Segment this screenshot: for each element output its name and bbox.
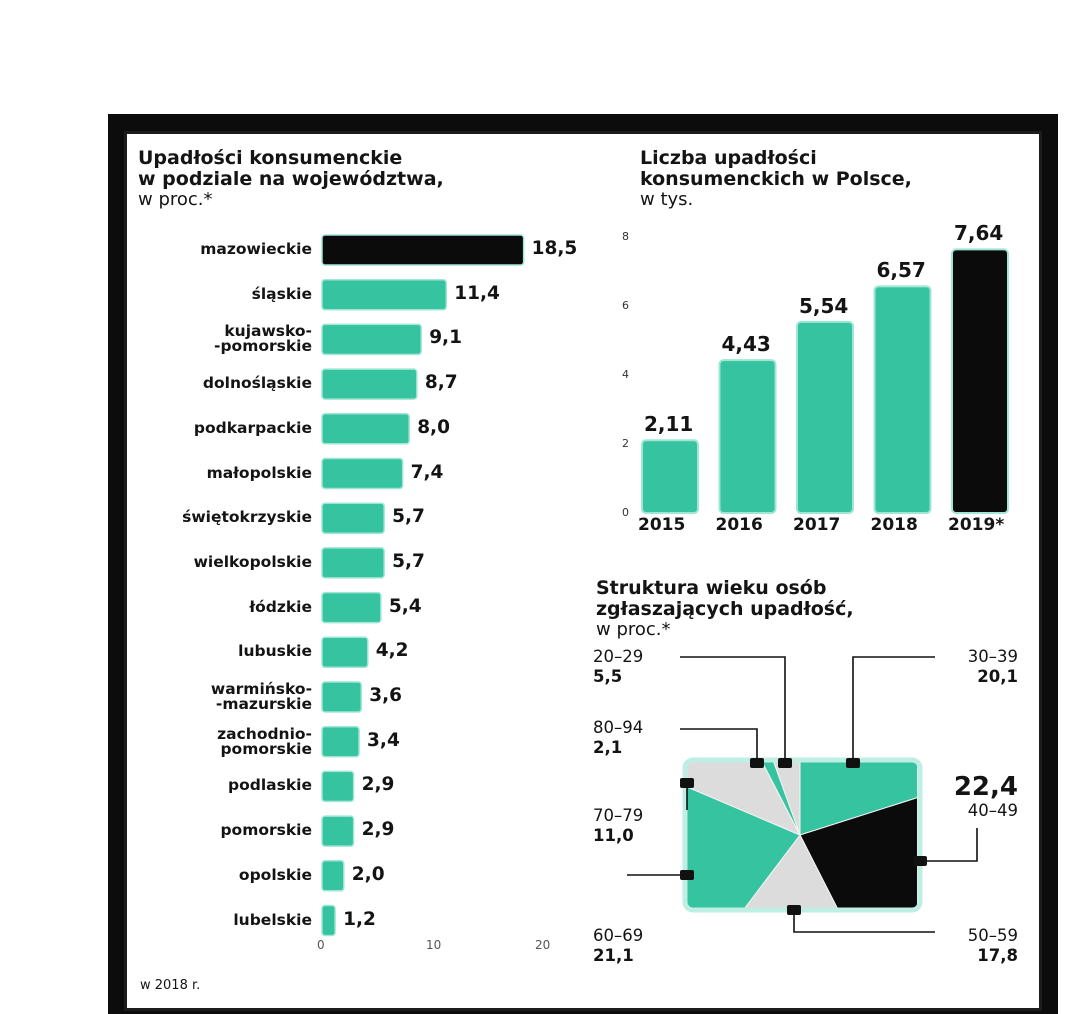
- regions-title-line2: w podziale na województwa,: [138, 168, 444, 190]
- regions-footnote: w 2018 r.: [140, 978, 201, 993]
- year-value-label: 5,54: [799, 293, 849, 318]
- region-label: wielkopolskie: [193, 552, 312, 571]
- year-bar: [952, 249, 1008, 513]
- region-value-label: 5,4: [388, 595, 422, 617]
- region-bar: [322, 369, 417, 399]
- region-value-label: 9,1: [429, 327, 462, 349]
- years-y-tick: 8: [622, 230, 629, 243]
- region-x-tick: 20: [535, 938, 551, 952]
- region-bar: [322, 637, 368, 667]
- region-label: lubelskie: [233, 910, 312, 929]
- years-title-line1: Liczba upadłości: [640, 147, 817, 169]
- region-x-tick: 10: [426, 938, 442, 952]
- leader-marker: [846, 758, 860, 768]
- years-y-tick: 6: [622, 299, 629, 312]
- region-value-label: 3,6: [369, 685, 403, 706]
- region-bar: [322, 816, 354, 846]
- age-value-label: 21,1: [593, 946, 634, 965]
- age-range-label: 30–39: [967, 647, 1018, 666]
- age-value-label: 20,1: [977, 667, 1018, 686]
- age-value-label: 22,4: [953, 772, 1018, 802]
- leader-marker: [680, 778, 694, 788]
- age-range-label: 50–59: [967, 926, 1018, 945]
- region-value-label: 2,9: [361, 819, 395, 841]
- year-x-label: 2019*: [948, 515, 1005, 535]
- years-y-tick: 0: [622, 506, 629, 519]
- age-title-line1: Struktura wieku osób: [596, 577, 827, 599]
- region-label: małopolskie: [206, 463, 312, 482]
- age-value-label: 2,1: [593, 738, 623, 757]
- year-bar: [720, 360, 776, 513]
- region-value-label: 8,0: [417, 416, 450, 438]
- year-bar: [642, 440, 698, 513]
- region-value-label: 5,7: [392, 506, 425, 528]
- region-value-label: 11,4: [454, 282, 500, 304]
- age-value-label: 11,0: [593, 826, 634, 845]
- region-label: warmińsko- -mazurskie: [210, 680, 312, 713]
- leader-marker: [913, 856, 927, 866]
- years-unit: w tys.: [640, 189, 694, 210]
- region-label: podlaskie: [228, 776, 312, 795]
- region-bar: [322, 503, 384, 533]
- year-x-label: 2018: [870, 515, 918, 535]
- region-value-label: 7,4: [410, 461, 444, 483]
- region-bar: [322, 682, 361, 712]
- age-range-label: 70–79: [593, 806, 644, 825]
- region-label: kujawsko- -pomorskie: [214, 322, 312, 356]
- region-value-label: 8,7: [424, 372, 458, 394]
- age-value-label: 17,8: [977, 946, 1018, 965]
- region-bar: [322, 593, 381, 623]
- region-value-label: 2,0: [351, 863, 385, 885]
- region-label: śląskie: [251, 284, 312, 303]
- years-y-tick: 2: [622, 437, 629, 450]
- year-bar: [797, 322, 853, 513]
- leader-marker: [778, 758, 792, 768]
- years-title-line2: konsumenckich w Polsce,: [640, 168, 912, 190]
- region-value-label: 5,7: [392, 550, 425, 572]
- region-label: mazowieckie: [200, 240, 312, 258]
- region-bar: [322, 235, 524, 265]
- leader-30-39: [853, 657, 935, 763]
- year-value-label: 2,11: [644, 412, 694, 437]
- leader-marker: [750, 758, 764, 768]
- year-value-label: 6,57: [876, 258, 926, 283]
- region-bar: [322, 906, 335, 936]
- region-bar: [322, 548, 384, 578]
- years-y-tick: 4: [622, 368, 629, 381]
- year-value-label: 7,64: [954, 221, 1004, 246]
- age-range-label: 20–29: [593, 647, 644, 666]
- region-label: podkarpackie: [193, 418, 312, 437]
- leader-40-49: [920, 828, 977, 861]
- region-value-label: 2,9: [361, 774, 395, 796]
- region-bar: [322, 459, 403, 489]
- region-label: łódzkie: [249, 597, 312, 616]
- year-x-label: 2015: [638, 515, 686, 535]
- regions-title-line1: Upadłości konsumenckie: [138, 147, 403, 169]
- regions-unit: w proc.*: [138, 189, 213, 210]
- year-value-label: 4,43: [721, 332, 771, 357]
- region-value-label: 1,2: [343, 908, 376, 930]
- leader-marker: [787, 905, 801, 915]
- region-bar: [322, 280, 446, 310]
- region-value-label: 18,5: [531, 238, 578, 259]
- age-range-label: 40–49: [967, 801, 1018, 820]
- region-label: świętokrzyskie: [182, 508, 312, 527]
- region-bar: [322, 414, 409, 444]
- region-label: zachodnio- pomorskie: [217, 724, 312, 758]
- region-bar: [322, 727, 359, 757]
- region-bar: [322, 324, 421, 354]
- age-range-label: 80–94: [593, 718, 644, 737]
- leader-marker: [680, 870, 694, 880]
- region-bar: [322, 861, 344, 891]
- region-label: opolskie: [238, 865, 312, 884]
- year-x-label: 2016: [715, 515, 763, 535]
- region-label: dolnośląskie: [202, 374, 312, 393]
- age-unit: w proc.*: [596, 619, 671, 640]
- age-value-label: 5,5: [593, 667, 623, 686]
- region-bar: [322, 771, 354, 801]
- region-label: pomorskie: [220, 821, 312, 840]
- region-label: lubuskie: [238, 642, 312, 661]
- year-x-label: 2017: [793, 515, 841, 535]
- region-value-label: 4,2: [375, 640, 409, 662]
- age-range-label: 60–69: [593, 926, 644, 945]
- leader-20-29: [680, 657, 785, 763]
- region-value-label: 3,4: [367, 729, 400, 751]
- leader-50-59: [794, 910, 935, 932]
- year-bar: [875, 286, 931, 513]
- age-title-line2: zgłaszających upadłość,: [596, 598, 854, 620]
- region-x-tick: 0: [317, 938, 325, 952]
